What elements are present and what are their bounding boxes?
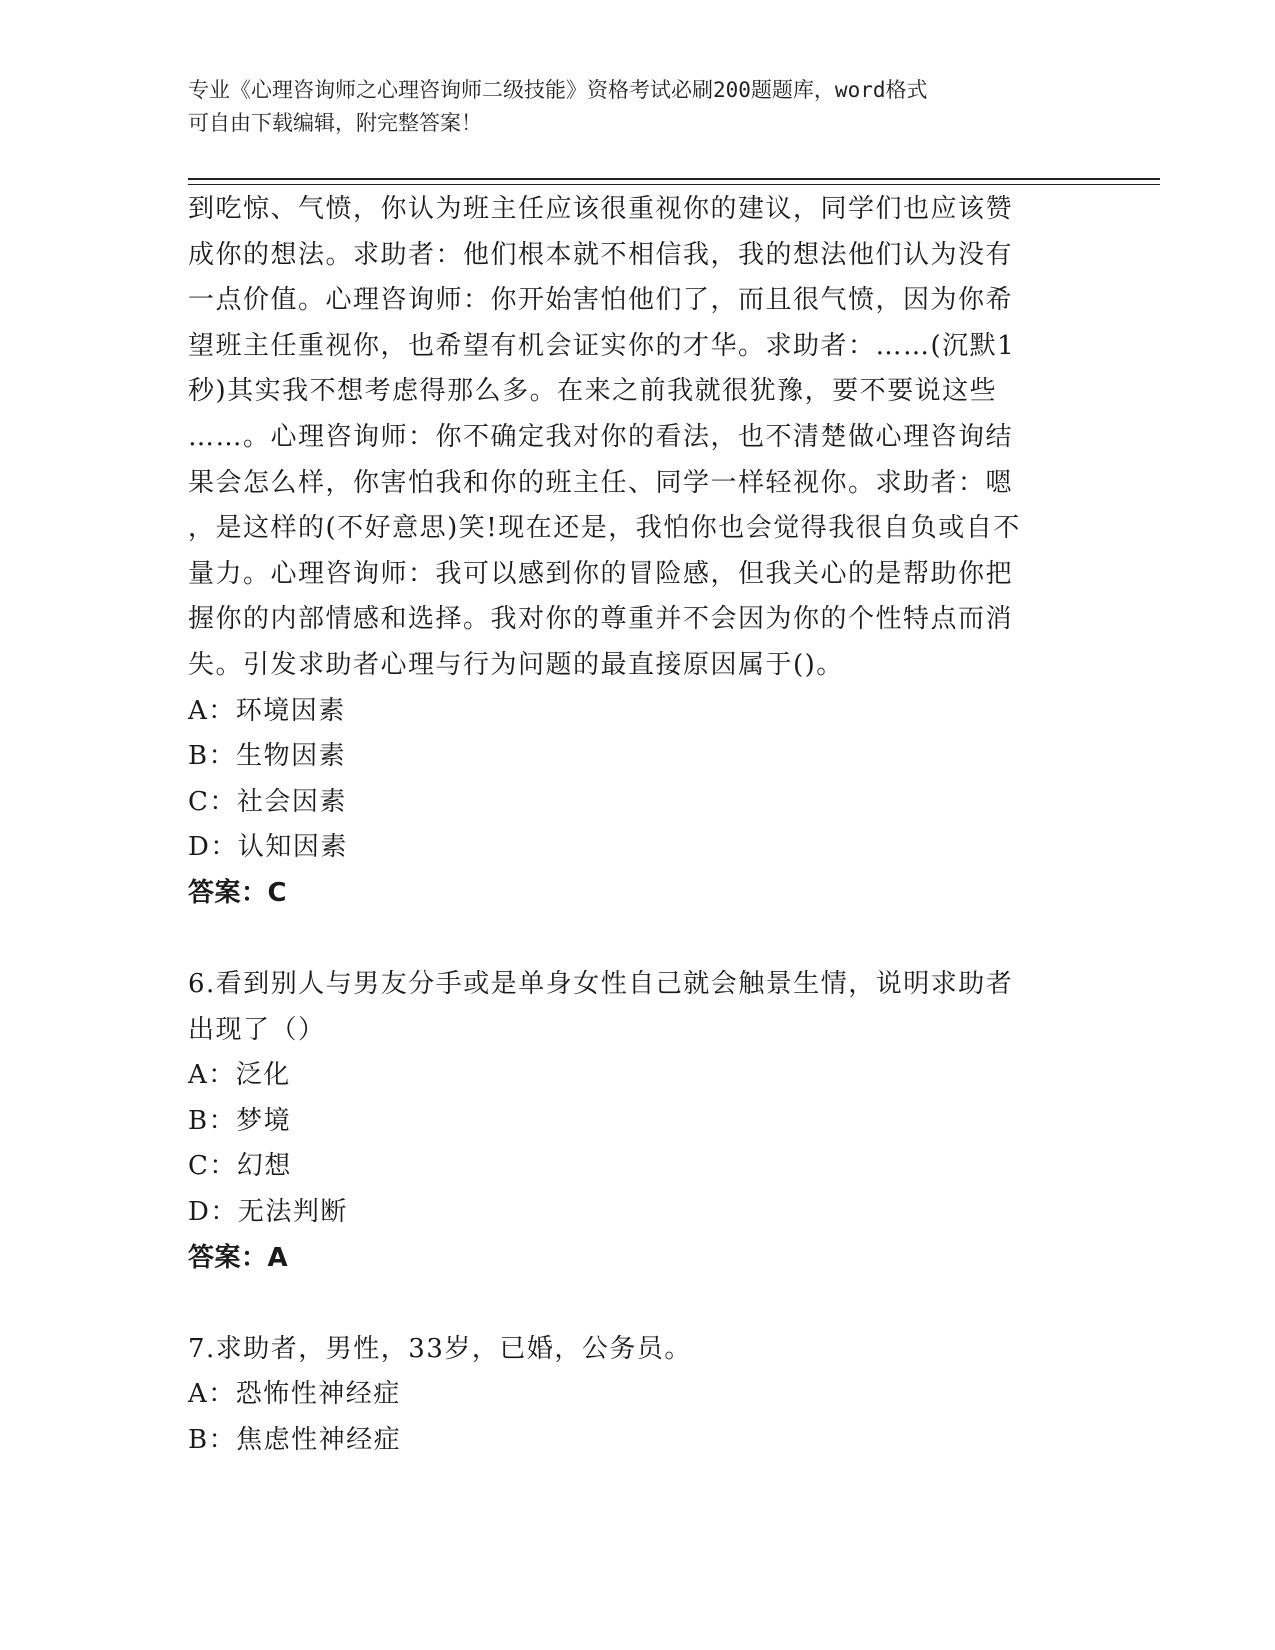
option-a: A：恐怖性神经症	[188, 1379, 401, 1410]
passage-line: 成你的想法。求助者：他们根本就不相信我，我的想法他们认为没有	[188, 239, 1014, 270]
passage-line: 一点价值。心理咨询师：你开始害怕他们了，而且很气愤，因为你希	[188, 285, 1014, 316]
question-6-answer: 答案：A	[188, 1242, 289, 1273]
option-c: C：幻想	[188, 1151, 292, 1182]
passage-line: 果会怎么样，你害怕我和你的班主任、同学一样轻视你。求助者：嗯	[188, 467, 1014, 498]
option-b: B：焦虑性神经症	[188, 1425, 402, 1456]
question-spacer	[188, 1281, 1088, 1327]
question-6-stem: 6.看到别人与男友分手或是单身女性自己就会触景生情，说明求助者	[188, 969, 1014, 1000]
option-b: B：生物因素	[188, 741, 347, 772]
header-line-1: 专业《心理咨询师之心理咨询师二级技能》资格考试必刷200题题库，word格式	[188, 78, 928, 102]
passage-line: 失。引发求助者心理与行为问题的最直接原因属于()。	[188, 649, 844, 680]
passage-line: 握你的内部情感和选择。我对你的尊重并不会因为你的个性特点而消	[188, 604, 1014, 635]
option-d: D：认知因素	[188, 832, 348, 863]
passage-line: 量力。心理咨询师：我可以感到你的冒险感，但我关心的是帮助你把	[188, 558, 1014, 589]
document-header	[188, 74, 1088, 140]
passage-line: 秒)其实我不想考虑得那么多。在来之前我就很犹豫，要不要说这些	[188, 376, 998, 407]
header-rule-thin	[188, 184, 1160, 185]
question-6	[188, 962, 1088, 1281]
passage-line: 望班主任重视你，也希望有机会证实你的才华。求助者：……(沉默1	[188, 330, 1016, 361]
option-b: B：梦境	[188, 1105, 292, 1136]
question-6-stem: 出现了（）	[188, 1014, 326, 1045]
option-a: A：泛化	[188, 1060, 291, 1091]
passage-line: ……。心理咨询师：你不确定我对你的看法，也不清楚做心理咨询结	[188, 421, 1014, 452]
question-5-passage	[188, 187, 1088, 689]
option-a: A：环境因素	[188, 695, 346, 726]
question-5-options	[188, 689, 1088, 871]
document-body	[188, 187, 1088, 1464]
option-c: C：社会因素	[188, 786, 347, 817]
passage-line: ，是这样的(不好意思)笑!现在还是，我怕你也会觉得我很自负或自不	[188, 513, 1021, 544]
question-spacer	[188, 917, 1088, 963]
question-5-answer: 答案：C	[188, 877, 288, 908]
header-rule-thick	[188, 178, 1160, 180]
question-7	[188, 1327, 1088, 1464]
passage-line: 到吃惊、气愤，你认为班主任应该很重视你的建议，同学们也应该赞	[188, 194, 1014, 224]
option-d: D：无法判断	[188, 1197, 348, 1228]
header-line-2: 可自由下载编辑，附完整答案！	[188, 111, 482, 135]
question-7-stem: 7.求助者，男性，33岁，已婚，公务员。	[188, 1333, 692, 1364]
